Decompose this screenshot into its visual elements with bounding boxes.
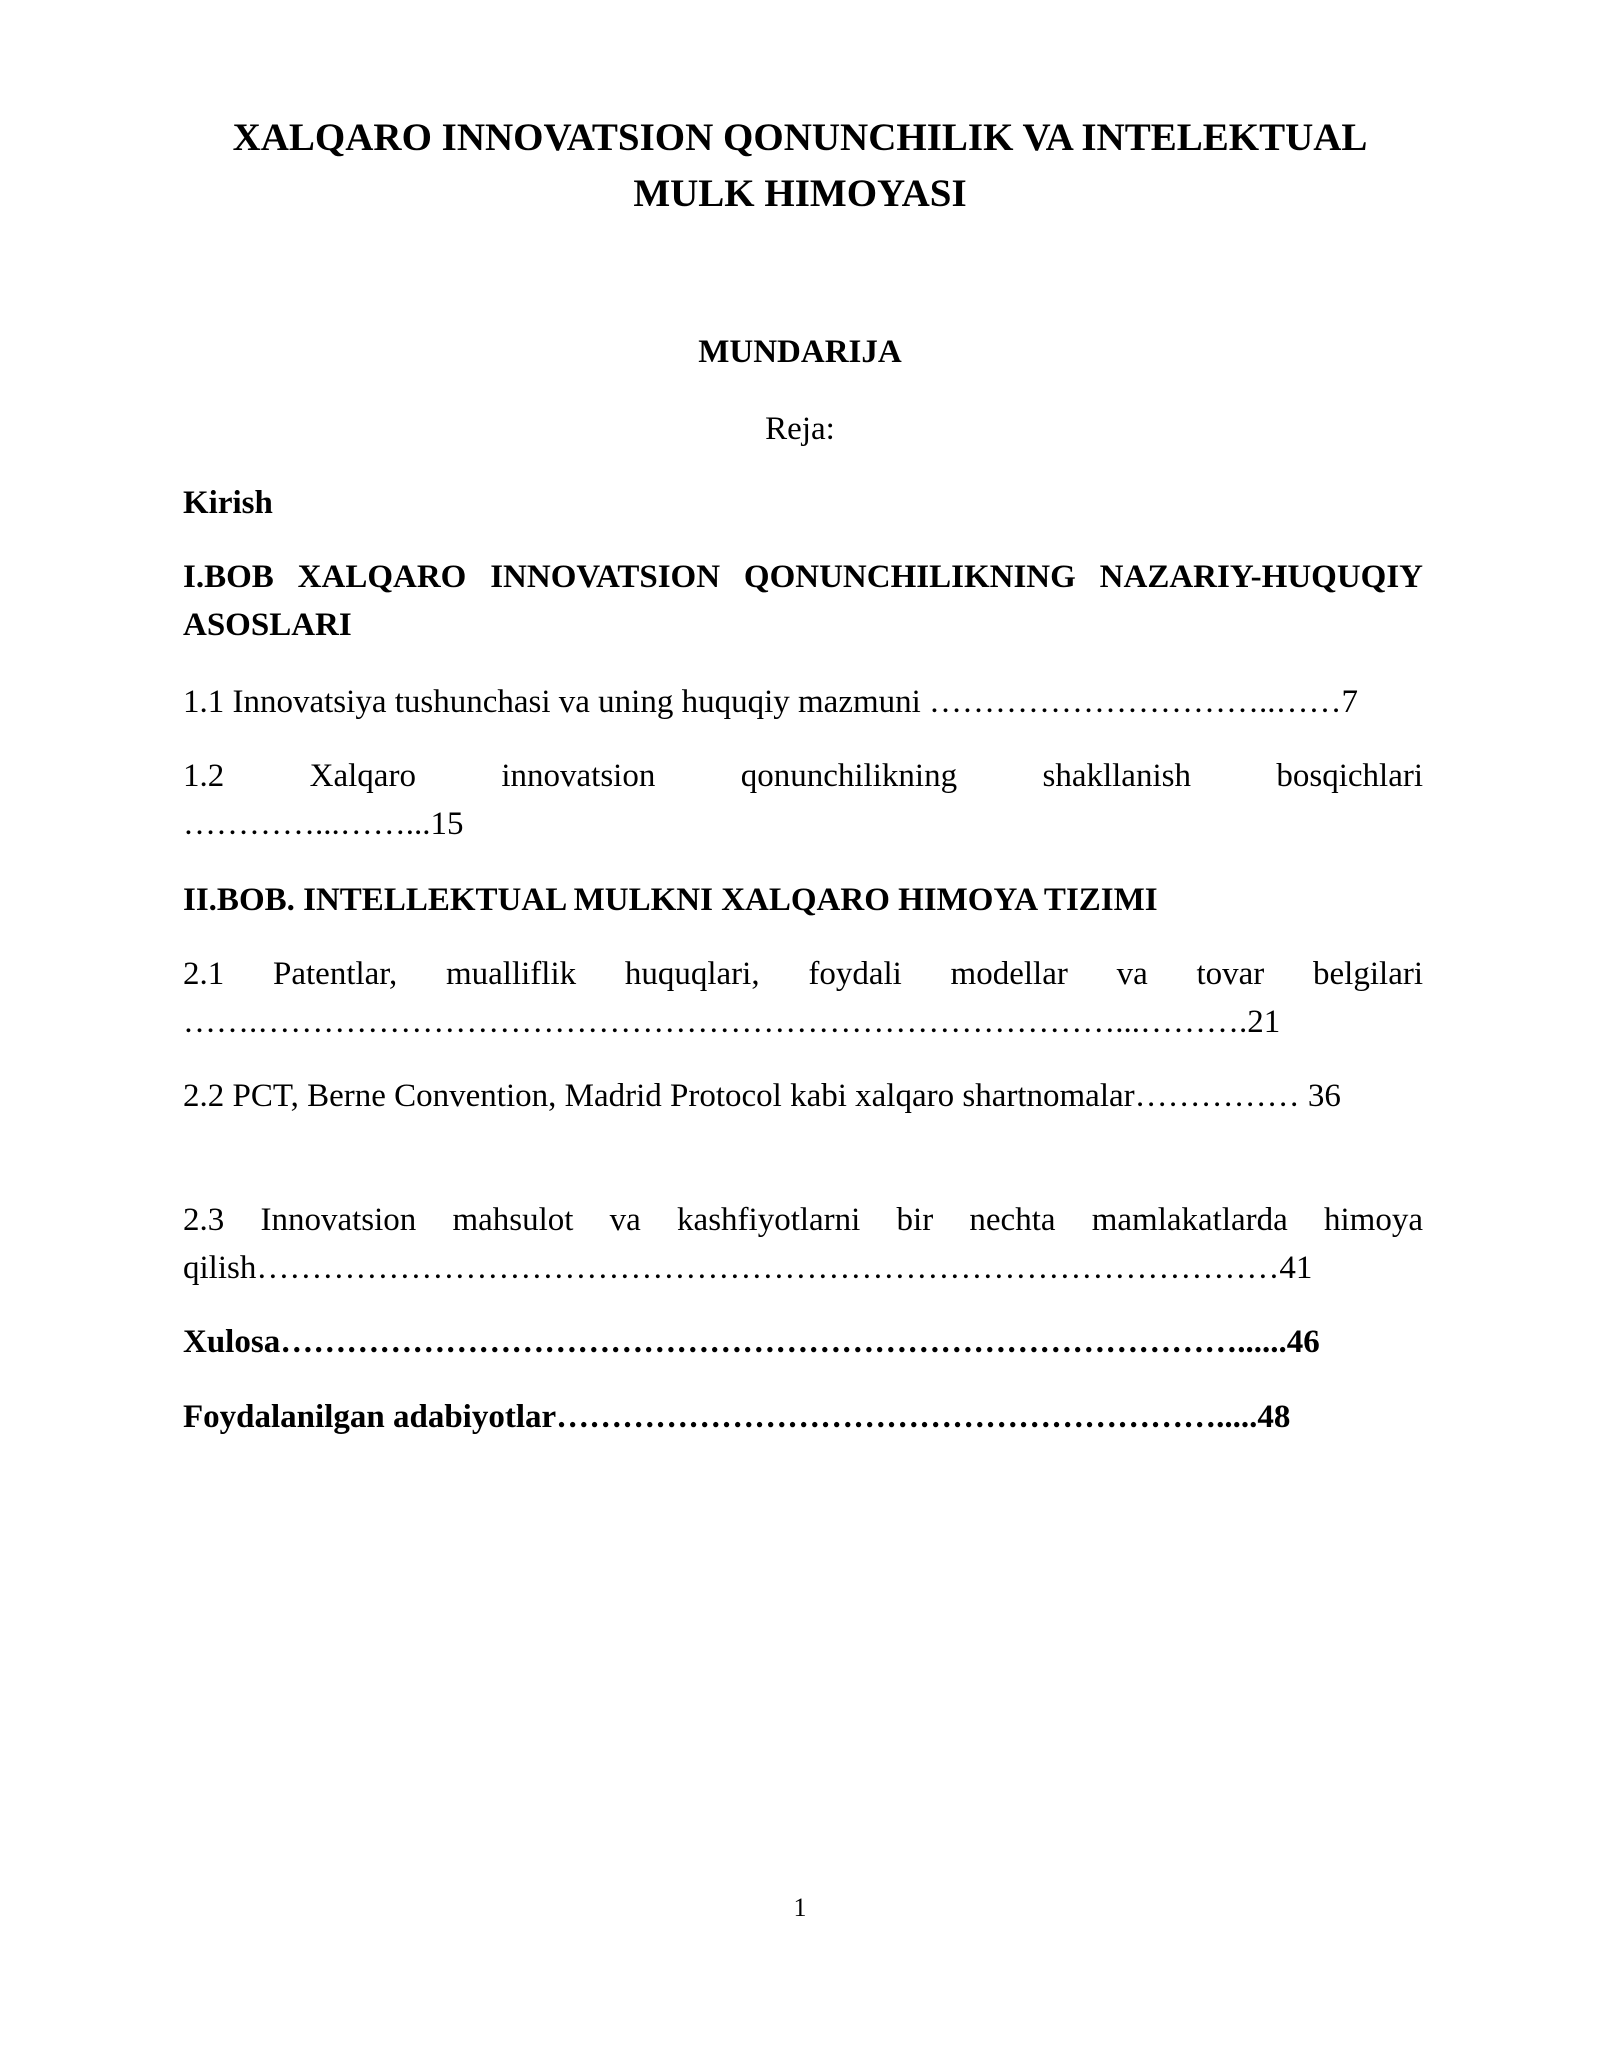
- toc-entry-xulosa: Xulosa……………………………………………………………………………......46: [183, 1324, 1320, 1360]
- plan-label: Reja:: [765, 411, 835, 447]
- toc-entry-1-2-line-2: …………...……...15: [183, 806, 464, 842]
- toc-entry-2-1-line-1: 2.1 Patentlar, mualliflik huquqlari, foydali modellar va tovar belgilari: [183, 956, 1423, 992]
- toc-entry-kirish: Kirish: [183, 485, 273, 521]
- toc-entry-2-3-line-2: qilish…………………………………………………………………………………41: [183, 1250, 1313, 1286]
- toc-entry-1-2: [183, 752, 1423, 848]
- toc-chapter-2-heading: II.BOB. INTELLEKTUAL MULKNI XALQARO HIMOYA TIZIMI: [183, 882, 1158, 918]
- toc-entry-1-2-line-1: 1.2 Xalqaro innovatsion qonunchilikning shakllanish bosqichlari: [183, 758, 1423, 794]
- document-title-line-1: XALQARO INNOVATSION QONUNCHILIK VA INTELEKTUAL: [232, 116, 1368, 159]
- toc-entry-2-3-line-1: 2.3 Innovatsion mahsulot va kashfiyotlarni bir nechta mamlakatlarda himoya: [183, 1202, 1423, 1238]
- document-title-line-2: MULK HIMOYASI: [633, 172, 967, 215]
- page-number: 1: [793, 1893, 807, 1922]
- toc-entry-2-1-line-2: …….……………………………………………………………………...……….21: [183, 1004, 1281, 1040]
- toc-heading: MUNDARIJA: [698, 334, 902, 370]
- toc-entry-2-1: [183, 950, 1423, 1046]
- toc-entry-2-2: 2.2 PCT, Berne Convention, Madrid Protocol kabi xalqaro shartnomalar…………… 36: [183, 1078, 1341, 1114]
- toc-entry-adabiyotlar: Foydalanilgan adabiyotlar…………………………………………………….....48: [183, 1399, 1291, 1435]
- toc-chapter-1-heading: I.BOB XALQARO INNOVATSION QONUNCHILIKNING NAZARIY-HUQUQIY ASOSLARI: [183, 559, 1423, 643]
- toc-entry-1-1: 1.1 Innovatsiya tushunchasi va uning huquqiy mazmuni …………………………..……7: [183, 684, 1359, 720]
- toc-entry-2-3: [183, 1196, 1423, 1292]
- document-title: [140, 110, 1460, 222]
